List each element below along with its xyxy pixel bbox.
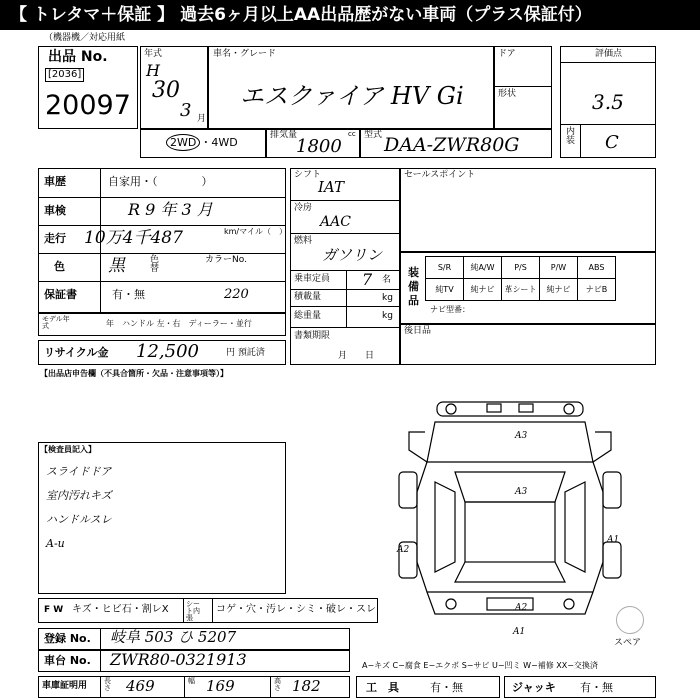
warranty-value: 有・無	[112, 288, 145, 301]
displacement-unit: cc	[348, 130, 356, 138]
inspector-line-3: ハンドルスレ	[46, 513, 112, 526]
seller-notes-label: 【出品店申告欄（不具合箇所・欠品・注意事項等）】	[40, 369, 228, 378]
drive-4wd: ・4WD	[200, 136, 238, 149]
equip-abs: ABS	[578, 257, 616, 279]
fw-value: キズ・ヒビ石・割レX	[72, 604, 169, 615]
sheet-value: コゲ・穴・汚レ・シミ・破レ・スレ	[216, 604, 376, 615]
equip-leather: 革シート	[502, 279, 540, 301]
jack-label: ジャッキ	[512, 681, 556, 694]
sheet-label: シート内張	[186, 600, 200, 622]
later-box	[400, 324, 656, 365]
jack-value: 有・無	[580, 681, 613, 694]
year-label: 年式	[144, 49, 163, 59]
spare-label: スペア	[614, 638, 642, 648]
model-change-label: モデル年式	[42, 315, 70, 330]
damage-mark-front: A3	[515, 431, 528, 441]
displacement-value: 1800	[296, 136, 342, 157]
damage-mark-left: A2	[397, 545, 410, 555]
history-value: 自家用・（ ）	[108, 175, 213, 188]
tools-label: 工 具	[366, 681, 399, 694]
interior-label: 内装	[566, 127, 576, 146]
equip-alloy: 純A/W	[464, 257, 502, 279]
name-value: エスクァイア HV Gi	[240, 82, 464, 110]
weight-label: 総重量	[294, 311, 322, 321]
shift-value: IAT	[318, 178, 344, 196]
damage-mark-rear: A2	[515, 603, 528, 613]
tools-value: 有・無	[430, 681, 463, 694]
mileage-unit: km/マイル（ ）	[224, 227, 287, 236]
door-label: ドア	[498, 49, 516, 59]
model-label: 型式	[364, 130, 383, 140]
fw-label: F W	[44, 605, 64, 615]
lot-number: 20097	[45, 90, 131, 121]
mileage-label: 走行	[44, 232, 66, 245]
header-note: （機器機／対応用紙	[44, 33, 126, 43]
inspector-line-1: スライドドア	[46, 465, 112, 478]
inspector-line-4: A-u	[46, 537, 65, 550]
capacity-value: 7	[362, 270, 373, 289]
shape-label: 形状	[498, 89, 517, 99]
damage-mark-right: A1	[607, 535, 620, 545]
color-value: 黒	[108, 256, 125, 276]
height-value: 182	[292, 677, 321, 695]
width-label: 幅	[188, 677, 195, 685]
fuel-label: 燃料	[294, 236, 313, 246]
car-damage-diagram	[395, 392, 625, 642]
sales-point-label: セールスポイント	[404, 170, 476, 180]
length-label: 長さ	[104, 677, 111, 692]
score-label: 評価点	[595, 49, 623, 59]
reg-value: 岐阜 503 ひ 5207	[110, 628, 237, 646]
recycle-label: リサイクル金	[44, 346, 109, 359]
year-month-unit: 月	[197, 114, 207, 124]
history-label: 車歴	[44, 175, 66, 188]
equip-pw: P/W	[540, 257, 578, 279]
aircon-value: AAC	[320, 214, 351, 230]
color-label: 色	[54, 260, 65, 273]
inspection-value: R 9 年 3 月	[128, 200, 213, 219]
document-period-value: 月 日	[338, 351, 375, 361]
interior-value: C	[605, 132, 619, 153]
damage-mark-bumper: A1	[513, 627, 526, 637]
color-no-label: カラーNo.	[205, 255, 247, 265]
model-value: DAA-ZWR80G	[384, 134, 520, 156]
length-value: 469	[126, 677, 155, 695]
inspector-line-2: 室内汚れキズ	[46, 489, 112, 502]
warranty-label: 保証書	[44, 288, 77, 301]
capacity-unit: 名	[382, 275, 392, 285]
shift-label: シフト	[294, 170, 322, 180]
banner: 【 トレタマ＋保証 】 過去6ヶ月以上AA出品歴がない車両（プラス保証付）	[0, 0, 700, 30]
equip-navi: 純ナビ	[464, 279, 502, 301]
equip-navib: ナビB	[578, 279, 616, 301]
displacement-label: 排気量	[270, 130, 298, 140]
spare-tire-icon	[616, 606, 644, 634]
reg-label: 登録 No.	[44, 632, 91, 645]
sales-point-box	[400, 168, 656, 252]
equip-ps: P/S	[502, 257, 540, 279]
equipment-label: 装備品	[408, 266, 419, 307]
navi-model-label: ナビ型番：	[430, 305, 470, 314]
aircon-label: 冷房	[294, 203, 313, 213]
damage-mark-hood: A3	[515, 487, 528, 497]
score-value: 3.5	[592, 90, 624, 114]
document-period-label: 書類期限	[294, 331, 331, 341]
load-label: 積載量	[294, 292, 322, 302]
equip-tv: 純TV	[426, 279, 464, 301]
equip-navi2: 純ナビ	[540, 279, 578, 301]
chassis-label: 車台 No.	[44, 654, 91, 667]
year-era: H	[146, 61, 160, 80]
recycle-unit: 円 預託済	[226, 348, 265, 358]
height-label: 高さ	[274, 677, 281, 692]
later-label: 後日品	[404, 326, 432, 336]
weight-unit: kg	[382, 311, 393, 321]
drive-2wd: 2WD	[166, 134, 200, 151]
color-change-label: 色替	[150, 255, 160, 274]
capacity-label: 乗車定員	[294, 274, 331, 284]
year-month: 3	[180, 100, 192, 121]
color-no: 220	[224, 287, 249, 302]
dims-label: 車庫証明用	[42, 681, 88, 691]
model-change-value: 年 ハンドル 左・右 ディーラー・並行	[106, 319, 252, 328]
inspection-label: 車検	[44, 204, 66, 217]
name-label: 車名・グレード	[213, 49, 277, 59]
damage-legend: A−キズ C−腐食 E−エクボ S−サビ U−凹ミ W−補修 XX−交換済	[362, 661, 598, 670]
year-value: 30	[152, 78, 180, 103]
recycle-value: 12,500	[136, 341, 199, 362]
fuel-value: ガソリン	[322, 246, 383, 264]
lot-code: [2036]	[45, 68, 84, 82]
mileage-value: 10万4千487	[84, 228, 183, 248]
chassis-value: ZWR80-0321913	[110, 650, 247, 669]
equip-sr: S/R	[426, 257, 464, 279]
inspector-label: 【検査員記入】	[40, 445, 96, 454]
width-value: 169	[206, 677, 235, 695]
equipment-table	[425, 256, 616, 301]
load-unit: kg	[382, 293, 393, 303]
lot-label: 出品 No.	[48, 49, 108, 65]
